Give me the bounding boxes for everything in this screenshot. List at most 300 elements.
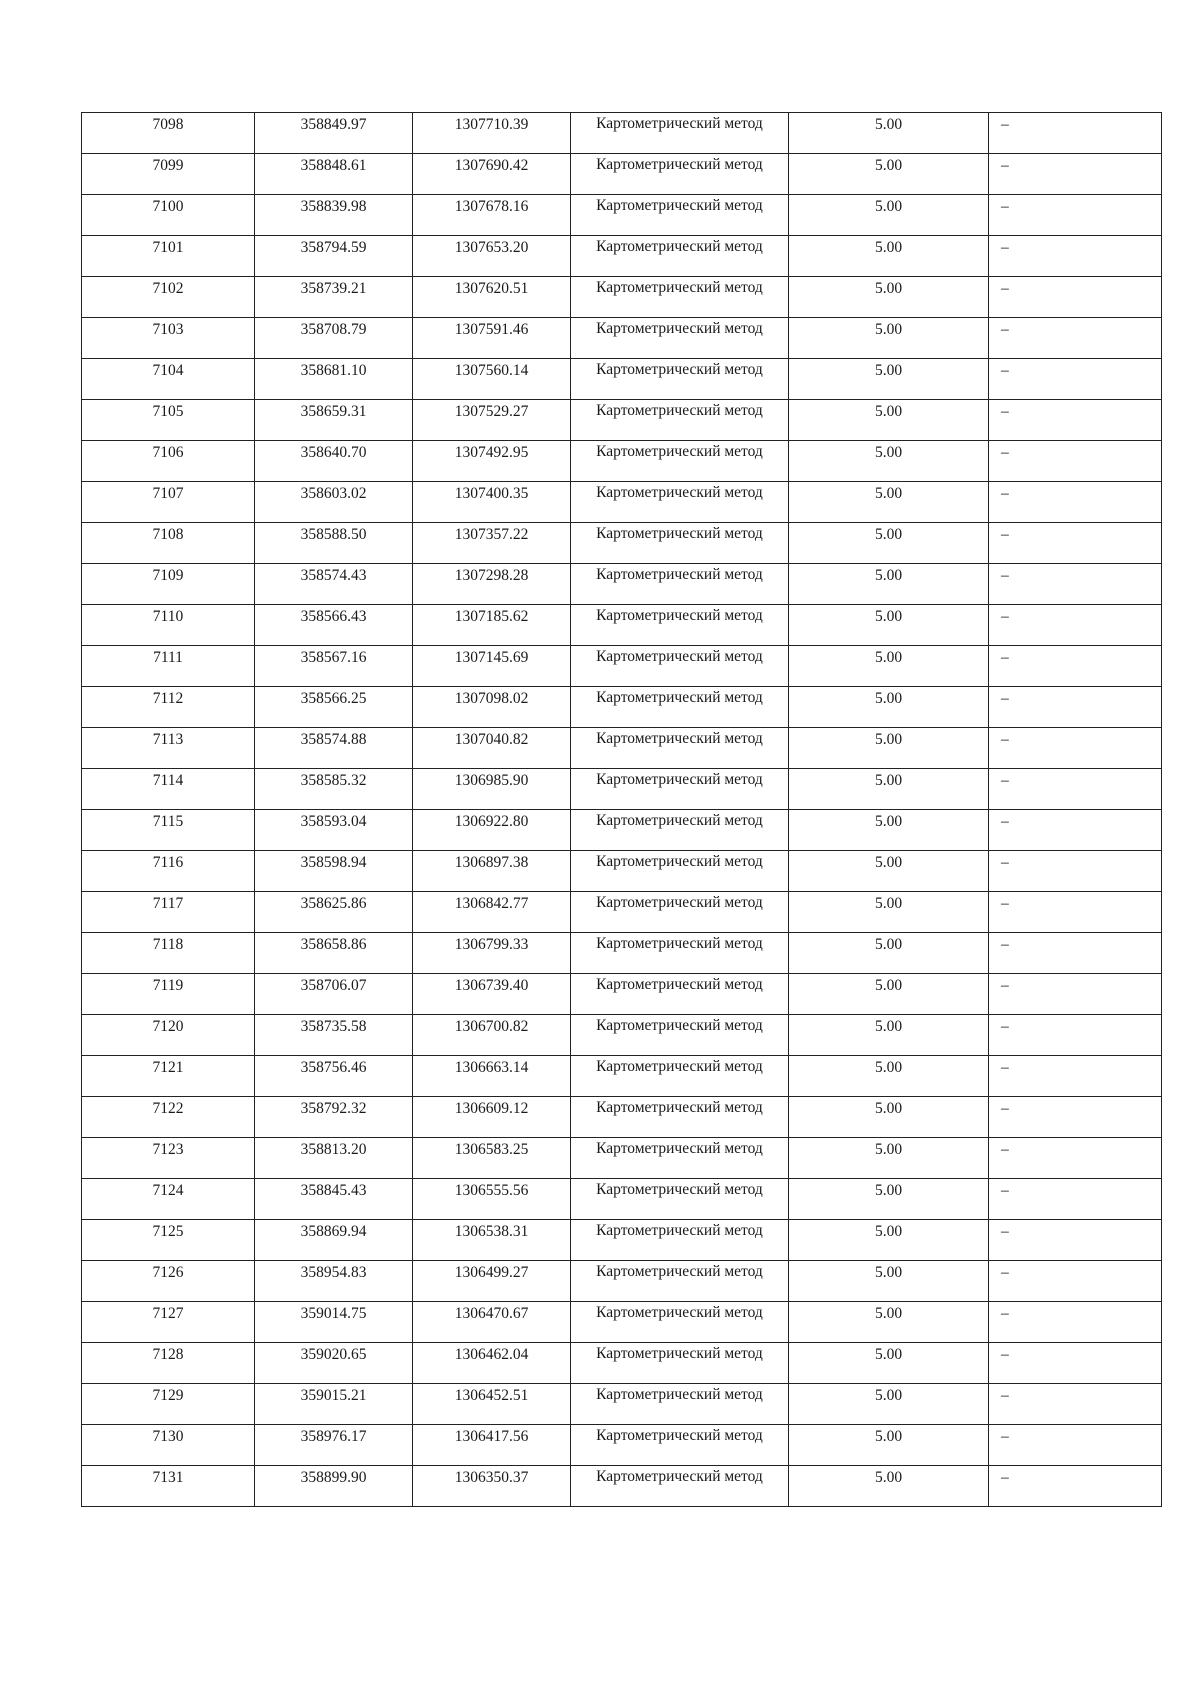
accuracy-cell: [789, 1220, 989, 1261]
x-coordinate-cell-text: 359020.65: [300, 1346, 367, 1363]
accuracy-cell: [789, 605, 989, 646]
method-cell-text: Картометрический метод: [596, 1304, 763, 1321]
accuracy-cell-text: 5.00: [874, 280, 903, 297]
method-cell: [571, 1466, 789, 1507]
x-coordinate-cell: [255, 851, 413, 892]
point-number-cell: [82, 892, 255, 933]
note-cell: [989, 1056, 1162, 1097]
accuracy-cell-text: 5.00: [874, 1223, 903, 1240]
point-number-cell: [82, 113, 255, 154]
table-row: [82, 482, 1162, 523]
accuracy-cell-text: 5.00: [874, 1182, 903, 1199]
accuracy-cell: [789, 1015, 989, 1056]
note-cell-text: –: [1001, 280, 1009, 297]
y-coordinate-cell-text: 1307591.46: [454, 321, 529, 338]
point-number-cell-text: 7116: [152, 854, 184, 871]
method-cell: [571, 441, 789, 482]
accuracy-cell-text: 5.00: [874, 1018, 903, 1035]
x-coordinate-cell-text: 359014.75: [300, 1305, 367, 1322]
x-coordinate-cell-text: 358735.58: [300, 1018, 367, 1035]
accuracy-cell-text: 5.00: [874, 362, 903, 379]
point-number-cell: [82, 1138, 255, 1179]
y-coordinate-cell-text: 1307678.16: [454, 198, 529, 215]
point-number-cell-text: 7113: [152, 731, 184, 748]
y-coordinate-cell-text: 1307185.62: [454, 608, 529, 625]
y-coordinate-cell-text: 1306897.38: [454, 854, 529, 871]
x-coordinate-cell: [255, 318, 413, 359]
method-cell-text: Картометрический метод: [596, 607, 763, 624]
point-number-cell: [82, 318, 255, 359]
y-coordinate-cell: [413, 810, 571, 851]
point-number-cell-text: 7114: [152, 772, 184, 789]
x-coordinate-cell: [255, 1220, 413, 1261]
table-row: [82, 113, 1162, 154]
note-cell-text: –: [1001, 649, 1009, 666]
x-coordinate-cell-text: 358585.32: [300, 772, 367, 789]
point-number-cell: [82, 359, 255, 400]
method-cell-text: Картометрический метод: [596, 894, 763, 911]
x-coordinate-cell: [255, 564, 413, 605]
method-cell-text: Картометрический метод: [596, 1017, 763, 1034]
method-cell: [571, 769, 789, 810]
accuracy-cell-text: 5.00: [874, 526, 903, 543]
method-cell-text: Картометрический метод: [596, 566, 763, 583]
y-coordinate-cell-text: 1307145.69: [454, 649, 529, 666]
note-cell: [989, 810, 1162, 851]
x-coordinate-cell: [255, 933, 413, 974]
point-number-cell-text: 7127: [152, 1305, 184, 1322]
method-cell: [571, 933, 789, 974]
point-number-cell: [82, 195, 255, 236]
y-coordinate-cell: [413, 687, 571, 728]
point-number-cell: [82, 1425, 255, 1466]
x-coordinate-cell: [255, 1261, 413, 1302]
x-coordinate-cell: [255, 113, 413, 154]
method-cell-text: Картометрический метод: [596, 402, 763, 419]
point-number-cell-text: 7123: [152, 1141, 184, 1158]
accuracy-cell-text: 5.00: [874, 977, 903, 994]
accuracy-cell: [789, 482, 989, 523]
point-number-cell: [82, 154, 255, 195]
accuracy-cell-text: 5.00: [874, 1346, 903, 1363]
table-row: [82, 646, 1162, 687]
y-coordinate-cell: [413, 359, 571, 400]
accuracy-cell: [789, 687, 989, 728]
y-coordinate-cell: [413, 1261, 571, 1302]
y-coordinate-cell-text: 1307357.22: [454, 526, 529, 543]
accuracy-cell: [789, 1179, 989, 1220]
point-number-cell-text: 7125: [152, 1223, 184, 1240]
x-coordinate-cell: [255, 1384, 413, 1425]
method-cell-text: Картометрический метод: [596, 1058, 763, 1075]
x-coordinate-cell: [255, 359, 413, 400]
method-cell-text: Картометрический метод: [596, 1263, 763, 1280]
note-cell-text: –: [1001, 1223, 1009, 1240]
accuracy-cell: [789, 1425, 989, 1466]
accuracy-cell-text: 5.00: [874, 444, 903, 461]
x-coordinate-cell-text: 358976.17: [300, 1428, 367, 1445]
y-coordinate-cell-text: 1307653.20: [454, 239, 529, 256]
note-cell: [989, 113, 1162, 154]
y-coordinate-cell: [413, 974, 571, 1015]
method-cell: [571, 277, 789, 318]
accuracy-cell: [789, 359, 989, 400]
point-number-cell: [82, 687, 255, 728]
point-number-cell: [82, 728, 255, 769]
table-row: [82, 441, 1162, 482]
y-coordinate-cell: [413, 1384, 571, 1425]
accuracy-cell-text: 5.00: [874, 895, 903, 912]
x-coordinate-cell-text: 358954.83: [300, 1264, 367, 1281]
accuracy-cell: [789, 1466, 989, 1507]
point-number-cell-text: 7105: [152, 403, 184, 420]
note-cell-text: –: [1001, 157, 1009, 174]
x-coordinate-cell: [255, 728, 413, 769]
note-cell: [989, 154, 1162, 195]
accuracy-cell-text: 5.00: [874, 1469, 903, 1486]
method-cell: [571, 1138, 789, 1179]
x-coordinate-cell-text: 358708.79: [300, 321, 367, 338]
note-cell: [989, 1384, 1162, 1425]
note-cell: [989, 400, 1162, 441]
y-coordinate-cell: [413, 1220, 571, 1261]
note-cell: [989, 769, 1162, 810]
x-coordinate-cell-text: 358739.21: [300, 280, 367, 297]
table-row: [82, 769, 1162, 810]
y-coordinate-cell: [413, 1015, 571, 1056]
x-coordinate-cell: [255, 687, 413, 728]
y-coordinate-cell-text: 1306350.37: [454, 1469, 529, 1486]
note-cell: [989, 646, 1162, 687]
note-cell-text: –: [1001, 772, 1009, 789]
y-coordinate-cell: [413, 523, 571, 564]
table-row: [82, 564, 1162, 605]
x-coordinate-cell-text: 358588.50: [300, 526, 367, 543]
y-coordinate-cell: [413, 1466, 571, 1507]
method-cell: [571, 482, 789, 523]
accuracy-cell-text: 5.00: [874, 772, 903, 789]
note-cell-text: –: [1001, 690, 1009, 707]
y-coordinate-cell-text: 1306842.77: [454, 895, 529, 912]
point-number-cell: [82, 400, 255, 441]
point-number-cell: [82, 1466, 255, 1507]
x-coordinate-cell-text: 358813.20: [300, 1141, 367, 1158]
x-coordinate-cell-text: 358566.25: [300, 690, 367, 707]
note-cell: [989, 1302, 1162, 1343]
point-number-cell: [82, 851, 255, 892]
method-cell-text: Картометрический метод: [596, 853, 763, 870]
table-row: [82, 1302, 1162, 1343]
accuracy-cell-text: 5.00: [874, 1387, 903, 1404]
method-cell: [571, 1179, 789, 1220]
method-cell: [571, 892, 789, 933]
point-number-cell: [82, 933, 255, 974]
x-coordinate-cell-text: 358574.88: [300, 731, 367, 748]
point-number-cell: [82, 1302, 255, 1343]
note-cell: [989, 359, 1162, 400]
note-cell-text: –: [1001, 526, 1009, 543]
y-coordinate-cell: [413, 1097, 571, 1138]
point-number-cell: [82, 441, 255, 482]
y-coordinate-cell-text: 1306499.27: [454, 1264, 529, 1281]
table-row: [82, 523, 1162, 564]
method-cell-text: Картометрический метод: [596, 156, 763, 173]
note-cell: [989, 687, 1162, 728]
y-coordinate-cell-text: 1306663.14: [454, 1059, 529, 1076]
x-coordinate-cell: [255, 195, 413, 236]
method-cell-text: Картометрический метод: [596, 730, 763, 747]
note-cell-text: –: [1001, 1141, 1009, 1158]
accuracy-cell-text: 5.00: [874, 813, 903, 830]
y-coordinate-cell-text: 1307492.95: [454, 444, 529, 461]
accuracy-cell-text: 5.00: [874, 936, 903, 953]
y-coordinate-cell: [413, 1179, 571, 1220]
y-coordinate-cell-text: 1307710.39: [454, 116, 529, 133]
accuracy-cell: [789, 277, 989, 318]
method-cell-text: Картометрический метод: [596, 935, 763, 952]
accuracy-cell: [789, 646, 989, 687]
point-number-cell: [82, 564, 255, 605]
point-number-cell-text: 7101: [152, 239, 184, 256]
y-coordinate-cell-text: 1306462.04: [454, 1346, 529, 1363]
accuracy-cell-text: 5.00: [874, 198, 903, 215]
x-coordinate-cell-text: 358848.61: [300, 157, 367, 174]
method-cell-text: Картометрический метод: [596, 1386, 763, 1403]
x-coordinate-cell: [255, 605, 413, 646]
point-number-cell: [82, 1261, 255, 1302]
x-coordinate-cell: [255, 441, 413, 482]
x-coordinate-cell: [255, 1015, 413, 1056]
accuracy-cell: [789, 441, 989, 482]
y-coordinate-cell-text: 1306417.56: [454, 1428, 529, 1445]
method-cell: [571, 1261, 789, 1302]
accuracy-cell-text: 5.00: [874, 403, 903, 420]
note-cell-text: –: [1001, 936, 1009, 953]
note-cell: [989, 482, 1162, 523]
point-number-cell: [82, 1384, 255, 1425]
note-cell-text: –: [1001, 1469, 1009, 1486]
method-cell-text: Картометрический метод: [596, 689, 763, 706]
x-coordinate-cell-text: 358792.32: [300, 1100, 367, 1117]
accuracy-cell: [789, 892, 989, 933]
note-cell: [989, 1015, 1162, 1056]
note-cell-text: –: [1001, 239, 1009, 256]
method-cell: [571, 1220, 789, 1261]
note-cell: [989, 974, 1162, 1015]
point-number-cell-text: 7104: [152, 362, 184, 379]
table-row: [82, 1015, 1162, 1056]
y-coordinate-cell-text: 1307620.51: [454, 280, 529, 297]
method-cell: [571, 646, 789, 687]
method-cell: [571, 728, 789, 769]
point-number-cell-text: 7119: [152, 977, 184, 994]
method-cell: [571, 523, 789, 564]
x-coordinate-cell: [255, 523, 413, 564]
x-coordinate-cell: [255, 1466, 413, 1507]
point-number-cell-text: 7098: [152, 116, 184, 133]
point-number-cell: [82, 482, 255, 523]
y-coordinate-cell: [413, 769, 571, 810]
method-cell-text: Картометрический метод: [596, 1140, 763, 1157]
note-cell-text: –: [1001, 321, 1009, 338]
method-cell: [571, 1343, 789, 1384]
y-coordinate-cell: [413, 400, 571, 441]
method-cell-text: Картометрический метод: [596, 525, 763, 542]
note-cell-text: –: [1001, 895, 1009, 912]
point-number-cell: [82, 523, 255, 564]
x-coordinate-cell-text: 358899.90: [300, 1469, 367, 1486]
y-coordinate-cell: [413, 892, 571, 933]
note-cell-text: –: [1001, 1305, 1009, 1322]
note-cell: [989, 851, 1162, 892]
note-cell-text: –: [1001, 1059, 1009, 1076]
table-row: [82, 1343, 1162, 1384]
accuracy-cell-text: 5.00: [874, 1059, 903, 1076]
point-number-cell-text: 7122: [152, 1100, 184, 1117]
accuracy-cell: [789, 1097, 989, 1138]
y-coordinate-cell: [413, 646, 571, 687]
table-row: [82, 974, 1162, 1015]
x-coordinate-cell-text: 358756.46: [300, 1059, 367, 1076]
method-cell-text: Картометрический метод: [596, 1345, 763, 1362]
table-row: [82, 359, 1162, 400]
x-coordinate-cell-text: 358567.16: [300, 649, 367, 666]
point-number-cell-text: 7103: [152, 321, 184, 338]
accuracy-cell: [789, 113, 989, 154]
x-coordinate-cell: [255, 236, 413, 277]
method-cell-text: Картометрический метод: [596, 812, 763, 829]
table-row: [82, 277, 1162, 318]
point-number-cell-text: 7118: [152, 936, 184, 953]
note-cell-text: –: [1001, 403, 1009, 420]
table-row: [82, 892, 1162, 933]
y-coordinate-cell-text: 1306470.67: [454, 1305, 529, 1322]
point-number-cell-text: 7108: [152, 526, 184, 543]
y-coordinate-cell-text: 1306583.25: [454, 1141, 529, 1158]
y-coordinate-cell: [413, 277, 571, 318]
accuracy-cell-text: 5.00: [874, 854, 903, 871]
point-number-cell-text: 7110: [152, 608, 184, 625]
note-cell: [989, 933, 1162, 974]
accuracy-cell: [789, 1384, 989, 1425]
x-coordinate-cell: [255, 1097, 413, 1138]
table-row: [82, 154, 1162, 195]
accuracy-cell: [789, 236, 989, 277]
note-cell-text: –: [1001, 1346, 1009, 1363]
point-number-cell: [82, 1343, 255, 1384]
table-row: [82, 1097, 1162, 1138]
table-row: [82, 1220, 1162, 1261]
x-coordinate-cell-text: 359015.21: [300, 1387, 367, 1404]
method-cell-text: Картометрический метод: [596, 1099, 763, 1116]
table-row: [82, 318, 1162, 359]
accuracy-cell-text: 5.00: [874, 1141, 903, 1158]
x-coordinate-cell: [255, 277, 413, 318]
table-row: [82, 933, 1162, 974]
method-cell: [571, 974, 789, 1015]
point-number-cell-text: 7102: [152, 280, 184, 297]
table-row: [82, 195, 1162, 236]
accuracy-cell: [789, 810, 989, 851]
point-number-cell-text: 7109: [152, 567, 184, 584]
accuracy-cell: [789, 1343, 989, 1384]
y-coordinate-cell: [413, 441, 571, 482]
note-cell-text: –: [1001, 444, 1009, 461]
y-coordinate-cell-text: 1307098.02: [454, 690, 529, 707]
point-number-cell: [82, 1097, 255, 1138]
y-coordinate-cell: [413, 933, 571, 974]
accuracy-cell-text: 5.00: [874, 608, 903, 625]
accuracy-cell-text: 5.00: [874, 690, 903, 707]
x-coordinate-cell: [255, 769, 413, 810]
accuracy-cell-text: 5.00: [874, 116, 903, 133]
y-coordinate-cell-text: 1306609.12: [454, 1100, 529, 1117]
method-cell: [571, 564, 789, 605]
note-cell-text: –: [1001, 1387, 1009, 1404]
y-coordinate-cell-text: 1307529.27: [454, 403, 529, 420]
note-cell: [989, 605, 1162, 646]
y-coordinate-cell: [413, 236, 571, 277]
point-number-cell-text: 7121: [152, 1059, 184, 1076]
method-cell-text: Картометрический метод: [596, 1181, 763, 1198]
x-coordinate-cell: [255, 1056, 413, 1097]
y-coordinate-cell-text: 1307040.82: [454, 731, 529, 748]
y-coordinate-cell: [413, 1343, 571, 1384]
accuracy-cell: [789, 400, 989, 441]
table-row: [82, 1384, 1162, 1425]
accuracy-cell: [789, 851, 989, 892]
point-number-cell: [82, 974, 255, 1015]
table-row: [82, 810, 1162, 851]
note-cell: [989, 1261, 1162, 1302]
x-coordinate-cell-text: 358598.94: [300, 854, 367, 871]
y-coordinate-cell: [413, 1302, 571, 1343]
point-number-cell-text: 7107: [152, 485, 184, 502]
method-cell-text: Картометрический метод: [596, 279, 763, 296]
note-cell: [989, 1220, 1162, 1261]
method-cell-text: Картометрический метод: [596, 1222, 763, 1239]
x-coordinate-cell: [255, 1425, 413, 1466]
point-number-cell-text: 7120: [152, 1018, 184, 1035]
y-coordinate-cell: [413, 482, 571, 523]
x-coordinate-cell-text: 358706.07: [300, 977, 367, 994]
x-coordinate-cell: [255, 646, 413, 687]
accuracy-cell-text: 5.00: [874, 649, 903, 666]
y-coordinate-cell-text: 1307400.35: [454, 485, 529, 502]
table-row: [82, 400, 1162, 441]
table-row: [82, 1056, 1162, 1097]
note-cell: [989, 318, 1162, 359]
method-cell: [571, 1015, 789, 1056]
x-coordinate-cell: [255, 1302, 413, 1343]
point-number-cell-text: 7117: [152, 895, 184, 912]
note-cell-text: –: [1001, 1182, 1009, 1199]
method-cell: [571, 318, 789, 359]
note-cell: [989, 1425, 1162, 1466]
method-cell-text: Картометрический метод: [596, 648, 763, 665]
accuracy-cell-text: 5.00: [874, 157, 903, 174]
point-number-cell: [82, 1179, 255, 1220]
point-number-cell: [82, 810, 255, 851]
coordinates-table-body: [82, 113, 1162, 1507]
note-cell-text: –: [1001, 813, 1009, 830]
method-cell-text: Картометрический метод: [596, 361, 763, 378]
x-coordinate-cell-text: 358794.59: [300, 239, 367, 256]
accuracy-cell: [789, 523, 989, 564]
method-cell-text: Картометрический метод: [596, 484, 763, 501]
accuracy-cell: [789, 1261, 989, 1302]
note-cell: [989, 1097, 1162, 1138]
